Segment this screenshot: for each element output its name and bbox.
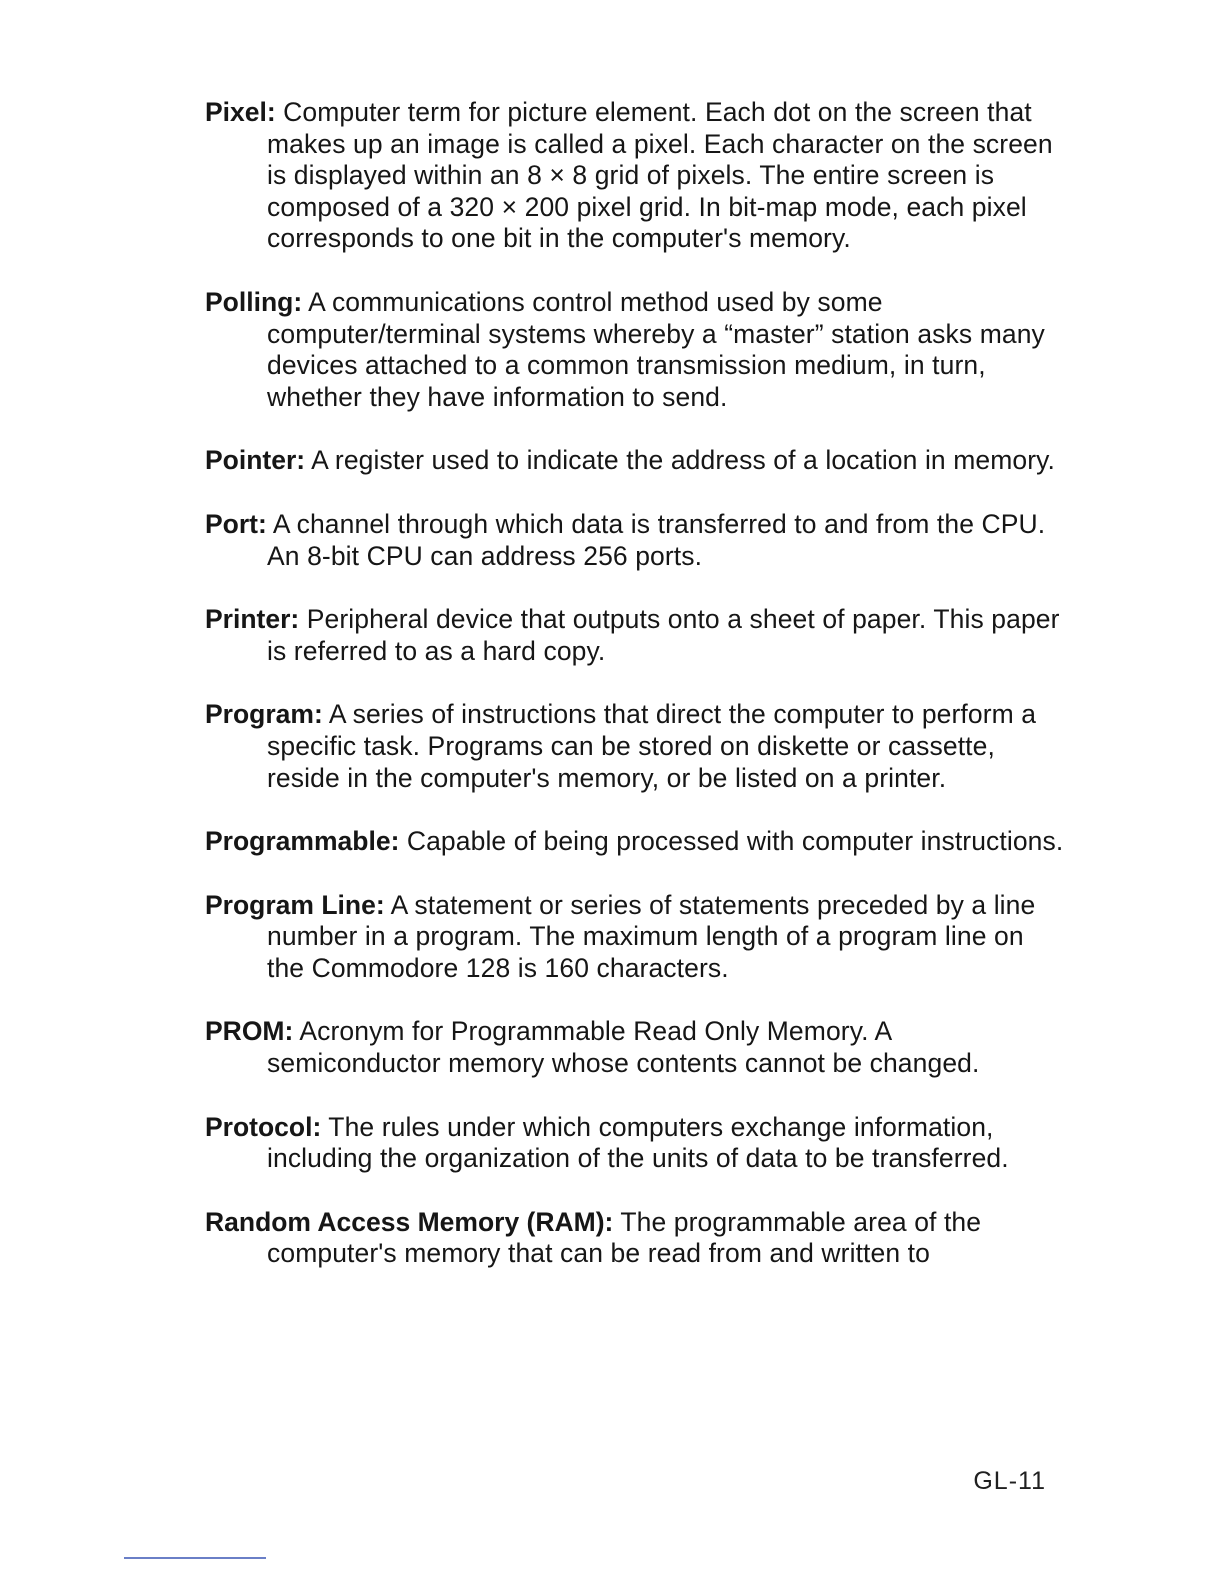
- corner-divider-line: [124, 1557, 266, 1559]
- glossary-entry-printer: [205, 604, 1065, 667]
- glossary-entry-prom: [205, 1016, 1065, 1079]
- term-ram: Random Access Memory (RAM):: [205, 1206, 614, 1237]
- glossary-entry-protocol: [205, 1112, 1065, 1175]
- definition-program-line: A statement or series of statements preceded by a line number in a program. The maximum length of a program line on the Commodore 128 is 160 characters.: [267, 889, 1036, 983]
- term-printer: Printer:: [205, 604, 300, 635]
- term-programmable: Programmable:: [205, 826, 400, 857]
- glossary-entry-polling: [205, 287, 1065, 413]
- page-number: GL-11: [973, 1467, 1046, 1495]
- term-program-line: Program Line:: [205, 889, 385, 920]
- definition-protocol: The rules under which computers exchange information, including the organization of the units of data to be transferred.: [267, 1111, 1009, 1174]
- glossary-entry-pixel: [205, 97, 1065, 255]
- term-polling: Polling:: [205, 286, 303, 317]
- term-port: Port:: [205, 508, 267, 539]
- definition-port: A channel through which data is transferred to and from the CPU. An 8-bit CPU can address 256 ports.: [267, 508, 1046, 571]
- definition-program: A series of instructions that direct the computer to perform a specific task. Programs can be stored on diskette or cassette, reside in the computer's memory, or be listed on a printer.: [267, 699, 1037, 793]
- glossary-list: [205, 97, 1065, 1302]
- definition-programmable: Capable of being processed with computer instructions.: [406, 826, 1064, 857]
- glossary-entry-port: [205, 509, 1065, 572]
- glossary-entry-program-line: [205, 890, 1065, 985]
- term-pointer: Pointer:: [205, 445, 306, 476]
- term-protocol: Protocol:: [205, 1111, 322, 1142]
- glossary-entry-programmable: [205, 826, 1065, 858]
- glossary-entry-program: [205, 699, 1065, 794]
- term-prom: PROM:: [205, 1016, 294, 1047]
- term-program: Program:: [205, 699, 323, 730]
- definition-prom: Acronym for Programmable Read Only Memory. A semiconductor memory whose contents cannot be changed.: [267, 1016, 980, 1079]
- definition-printer: Peripheral device that outputs onto a sheet of paper. This paper is referred to as a hard copy.: [267, 604, 1060, 666]
- definition-polling: A communications control method used by some computer/terminal systems whereby a “master” station asks many devices attached to a common transmission medium, in turn, whether they have information to send.: [267, 286, 1045, 412]
- term-pixel: Pixel:: [205, 97, 276, 127]
- definition-pixel: Computer term for picture element. Each dot on the screen that makes up an image is called a pixel. Each character on the screen is displayed within an 8 × 8 grid of pixels. The entire screen is composed of a 320 × 200 pixel grid. In bit-map mode, each pixel corresponds to one bit in the computer's memory.: [267, 97, 1053, 254]
- glossary-entry-pointer: [205, 445, 1065, 477]
- glossary-entry-ram: [205, 1207, 1065, 1270]
- definition-pointer: A register used to indicate the address of a location in memory.: [311, 445, 1056, 476]
- definition-ram: The programmable area of the computer's memory that can be read from and written to: [267, 1206, 982, 1269]
